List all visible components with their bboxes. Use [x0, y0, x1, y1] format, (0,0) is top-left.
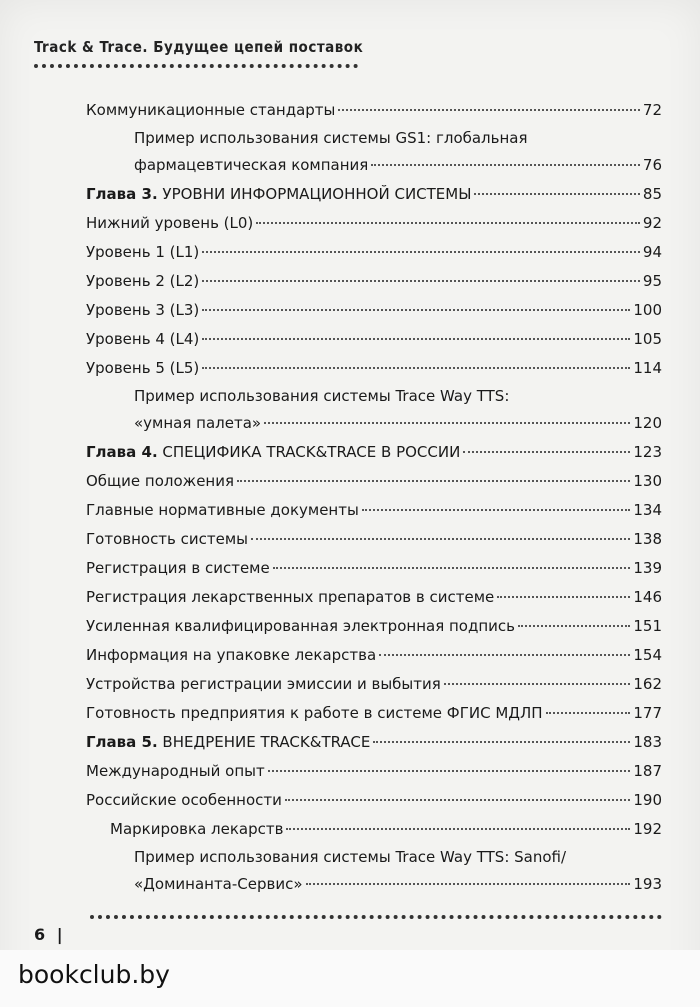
page-number: 6 |	[34, 925, 66, 944]
toc-entry	[86, 96, 662, 125]
toc-title: Уровень 1 (L1)	[86, 243, 200, 261]
toc-entry	[86, 786, 662, 815]
toc-page-number: 120	[633, 414, 662, 432]
toc-page-number: 94	[642, 243, 662, 261]
toc-page-number: 193	[633, 875, 662, 893]
toc-title: Российские особенности	[86, 791, 282, 809]
toc-title: Регистрация лекарственных препаратов в системе	[86, 588, 495, 606]
dot-leader	[306, 883, 631, 885]
dot-leader	[379, 654, 630, 656]
toc-page-number: 162	[633, 675, 662, 693]
toc-page-number: 85	[642, 185, 662, 203]
toc-page-number: 130	[633, 472, 662, 490]
dot-leader	[202, 251, 640, 253]
toc-entry	[86, 554, 662, 583]
toc-title: Общие положения	[86, 472, 235, 490]
chapter-number: Глава 4.	[86, 443, 158, 461]
toc-page-number: 183	[633, 733, 662, 751]
dot-leader	[251, 538, 630, 540]
toc-entry	[86, 151, 662, 180]
dot-leader	[338, 109, 640, 111]
toc-page-number: 105	[633, 330, 662, 348]
toc-page-number: 72	[642, 101, 662, 119]
toc-title: фармацевтическая компания	[134, 156, 369, 174]
toc-entry	[86, 670, 662, 699]
dot-leader	[371, 164, 640, 166]
chapter-number: Глава 3.	[86, 185, 158, 203]
toc-entry	[86, 699, 662, 728]
toc-entry	[86, 641, 662, 670]
toc-page-number: 123	[633, 443, 662, 461]
toc-page-number: 92	[642, 214, 662, 232]
toc-entry	[86, 238, 662, 267]
toc-page-number: 154	[633, 646, 662, 664]
toc-entry	[86, 467, 662, 496]
dot-leader	[273, 567, 631, 569]
toc-entry-line: Пример использования системы Trace Way TTS: Sanofi/	[134, 848, 567, 866]
dot-leader	[237, 480, 630, 482]
toc-title: «Доминанта-Сервис»	[134, 875, 303, 893]
toc-chapter	[86, 438, 662, 467]
toc-page-number: 139	[633, 559, 662, 577]
toc-title: Международный опыт	[86, 762, 265, 780]
dot-leader	[444, 683, 631, 685]
toc-entry	[86, 409, 662, 438]
toc-entry	[86, 325, 662, 354]
toc-title: Уровень 2 (L2)	[86, 272, 200, 290]
toc-title: Нижний уровень (L0)	[86, 214, 254, 232]
toc-entry	[86, 612, 662, 641]
dot-leader	[202, 309, 630, 311]
dot-leader	[518, 625, 630, 627]
toc-entry	[86, 525, 662, 554]
dot-leader	[202, 280, 640, 282]
dot-leader	[202, 367, 630, 369]
toc-title: Уровень 3 (L3)	[86, 301, 200, 319]
toc-page-number: 76	[642, 156, 662, 174]
toc-title: Уровень 4 (L4)	[86, 330, 200, 348]
site-watermark: bookclub.by	[18, 960, 170, 989]
toc-entry	[86, 496, 662, 525]
chapter-number: Глава 5.	[86, 733, 158, 751]
toc-entry	[86, 870, 662, 899]
dot-leader	[256, 222, 640, 224]
toc-page-number: 95	[642, 272, 662, 290]
dot-leader	[268, 770, 631, 772]
toc-entry	[86, 354, 662, 383]
dot-leader	[463, 451, 630, 453]
dot-leader	[285, 799, 630, 801]
toc-entry	[86, 815, 662, 844]
toc-title: «умная палета»	[134, 414, 262, 432]
toc-page-number: 100	[633, 301, 662, 319]
header-divider	[34, 64, 358, 68]
toc-title: Готовность предприятия к работе в системе ФГИС МДЛП	[86, 704, 543, 722]
toc-title: Информация на упаковке лекарства	[86, 646, 377, 664]
toc-title: Маркировка лекарств	[110, 820, 284, 838]
toc-page-number: 192	[633, 820, 662, 838]
dot-leader	[373, 741, 630, 743]
dot-leader	[546, 712, 631, 714]
toc-title: Уровень 5 (L5)	[86, 359, 200, 377]
toc-page-number: 177	[633, 704, 662, 722]
toc-page-number: 190	[633, 791, 662, 809]
dot-leader	[497, 596, 630, 598]
toc-entry	[86, 267, 662, 296]
toc-page-number: 151	[633, 617, 662, 635]
toc-page-number: 138	[633, 530, 662, 548]
toc-chapter	[86, 180, 662, 209]
toc-title: Усиленная квалифицированная электронная подпись	[86, 617, 515, 635]
toc-entry	[86, 583, 662, 612]
toc-title: ВНЕДРЕНИЕ TRACK&TRACE	[162, 733, 371, 751]
toc-chapter	[86, 728, 662, 757]
toc-entry	[86, 296, 662, 325]
dot-leader	[286, 828, 630, 830]
toc-page-number: 146	[633, 588, 662, 606]
toc-entry-line: Пример использования системы GS1: глобальная	[134, 129, 528, 147]
toc-page-number: 114	[633, 359, 662, 377]
toc-page-number: 134	[633, 501, 662, 519]
toc-entry	[86, 209, 662, 238]
dot-leader	[474, 193, 639, 195]
running-header: Track & Trace. Будущее цепей поставок	[34, 38, 364, 56]
dot-leader	[264, 422, 630, 424]
toc-title: Регистрация в системе	[86, 559, 270, 577]
toc-title: СПЕЦИФИКА TRACK&TRACE В РОССИИ	[162, 443, 461, 461]
toc-title: Коммуникационные стандарты	[86, 101, 336, 119]
footer-divider	[90, 915, 662, 919]
toc-title: УРОВНИ ИНФОРМАЦИОННОЙ СИСТЕМЫ	[162, 185, 472, 203]
dot-leader	[362, 509, 631, 511]
toc-title: Готовность системы	[86, 530, 249, 548]
dot-leader	[202, 338, 630, 340]
toc-entry	[86, 757, 662, 786]
toc-title: Устройства регистрации эмиссии и выбытия	[86, 675, 441, 693]
toc-page-number: 187	[633, 762, 662, 780]
toc-title: Главные нормативные документы	[86, 501, 359, 519]
table-of-contents	[86, 96, 662, 899]
toc-entry-line: Пример использования системы Trace Way TTS:	[134, 387, 510, 405]
